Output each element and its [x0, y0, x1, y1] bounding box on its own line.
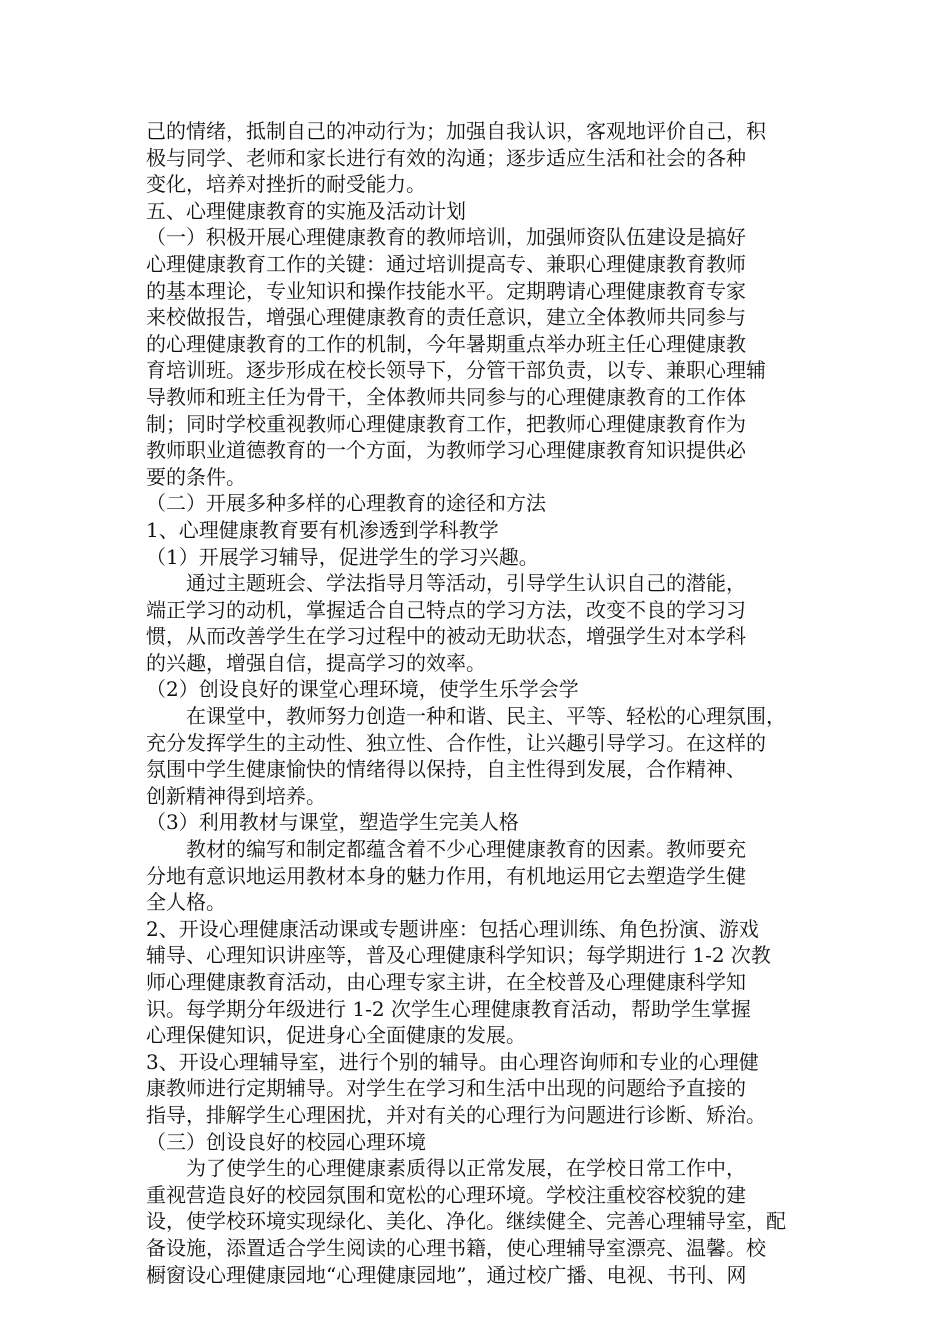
text-line: 端正学习的动机，掌握适合自己特点的学习方法，改变不良的学习习 — [146, 597, 746, 622]
text-line: 1、心理健康教育要有机渗透到学科教学 — [146, 517, 499, 542]
text-line: 的基本理论，专业知识和操作技能水平。定期聘请心理健康教育专家 — [146, 278, 746, 303]
text-line: 来校做报告，增强心理健康教育的责任意识，建立全体教师共同参与 — [146, 305, 746, 330]
text-line: 通过主题班会、学法指导月等活动，引导学生认识自己的潜能， — [186, 571, 746, 596]
text-line: 己的情绪，抵制自己的冲动行为；加强自我认识，客观地评价自己，积 — [146, 119, 766, 143]
text-line: 2、开设心理健康活动课或专题讲座：包括心理训练、角色扮演、游戏 — [146, 916, 759, 941]
text-line: 氛围中学生健康愉快的情绪得以保持，自主性得到发展，合作精神、 — [146, 757, 746, 782]
text-line: 指导，排解学生心理困扰，并对有关的心理行为问题进行诊断、矫治。 — [146, 1102, 766, 1127]
text-line: 备设施，添置适合学生阅读的心理书籍，使心理辅导室漂亮、温馨。校 — [146, 1235, 766, 1260]
text-line: 心理健康教育工作的关键：通过培训提高专、兼职心理健康教育教师 — [146, 251, 746, 276]
text-line: 育培训班。逐步形成在校长领导下，分管干部负责，以专、兼职心理辅 — [146, 358, 766, 383]
text-line: （三）创设良好的校园心理环境 — [146, 1129, 426, 1154]
text-line: 极与同学、老师和家长进行有效的沟通；逐步适应生活和社会的各种 — [146, 145, 746, 170]
text-line: 橱窗设心理健康园地“心理健康园地”，通过校广播、电视、书刊、网 — [146, 1262, 747, 1287]
text-line: 的兴趣，增强自信，提高学习的效率。 — [146, 650, 486, 675]
text-line: 识。每学期分年级进行 1-2 次学生心理健康教育活动，帮助学生掌握 — [146, 996, 751, 1021]
text-line: 师心理健康教育活动，由心理专家主讲，在全校普及心理健康科学知 — [146, 970, 746, 994]
text-line: 辅导、心理知识讲座等，普及心理健康科学知识；每学期进行 1-2 次教 — [146, 943, 771, 968]
text-line: 的心理健康教育的工作的机制，今年暑期重点举办班主任心理健康教 — [146, 331, 746, 356]
text-line: 重视营造良好的校园氛围和宽松的心理环境。学校注重校容校貌的建 — [146, 1182, 746, 1207]
text-line: 设，使学校环境实现绿化、美化、净化。继续健全、完善心理辅导室，配 — [146, 1209, 786, 1234]
text-line: 导教师和班主任为骨干，全体教师共同参与的心理健康教育的工作体 — [146, 384, 746, 409]
text-line: 3、开设心理辅导室，进行个别的辅导。由心理咨询师和专业的心理健 — [146, 1049, 759, 1074]
text-line: 心理保健知识，促进身心全面健康的发展。 — [146, 1023, 526, 1048]
text-line: 在课堂中，教师努力创造一种和谐、民主、平等、轻松的心理氛围， — [186, 704, 786, 729]
text-line: （3）利用教材与课堂，塑造学生完美人格 — [146, 810, 519, 835]
text-line: （2）创设良好的课堂心理环境，使学生乐学会学 — [146, 677, 579, 702]
text-line: （二）开展多种多样的心理教育的途径和方法 — [146, 491, 546, 516]
text-line: （一）积极开展心理健康教育的教师培训，加强师资队伍建设是搞好 — [146, 225, 746, 250]
text-line: 为了使学生的心理健康素质得以正常发展，在学校日常工作中， — [186, 1156, 746, 1181]
text-line: （1）开展学习辅导，促进学生的学习兴趣。 — [146, 544, 539, 569]
text-line: 创新精神得到培养。 — [146, 783, 326, 808]
text-line: 五、心理健康教育的实施及活动计划 — [146, 198, 466, 223]
text-line: 康教师进行定期辅导。对学生在学习和生活中出现的问题给予直接的 — [146, 1076, 746, 1101]
text-line: 要的条件。 — [146, 464, 246, 489]
text-line: 惯，从而改善学生在学习过程中的被动无助状态，增强学生对本学科 — [146, 624, 746, 649]
document-body — [146, 118, 818, 1288]
text-line: 变化，培养对挫折的耐受能力。 — [146, 172, 426, 197]
text-line: 教材的编写和制定都蕴含着不少心理健康教育的因素。教师要充 — [186, 837, 746, 862]
text-line: 分地有意识地运用教材本身的魅力作用，有机地运用它去塑造学生健 — [146, 863, 746, 888]
text-line: 制；同时学校重视教师心理健康教育工作，把教师心理健康教育作为 — [146, 411, 746, 436]
text-line: 充分发挥学生的主动性、独立性、合作性，让兴趣引导学习。在这样的 — [146, 730, 766, 755]
text-line: 教师职业道德教育的一个方面，为教师学习心理健康教育知识提供必 — [146, 438, 746, 463]
text-line: 全人格。 — [146, 890, 226, 915]
